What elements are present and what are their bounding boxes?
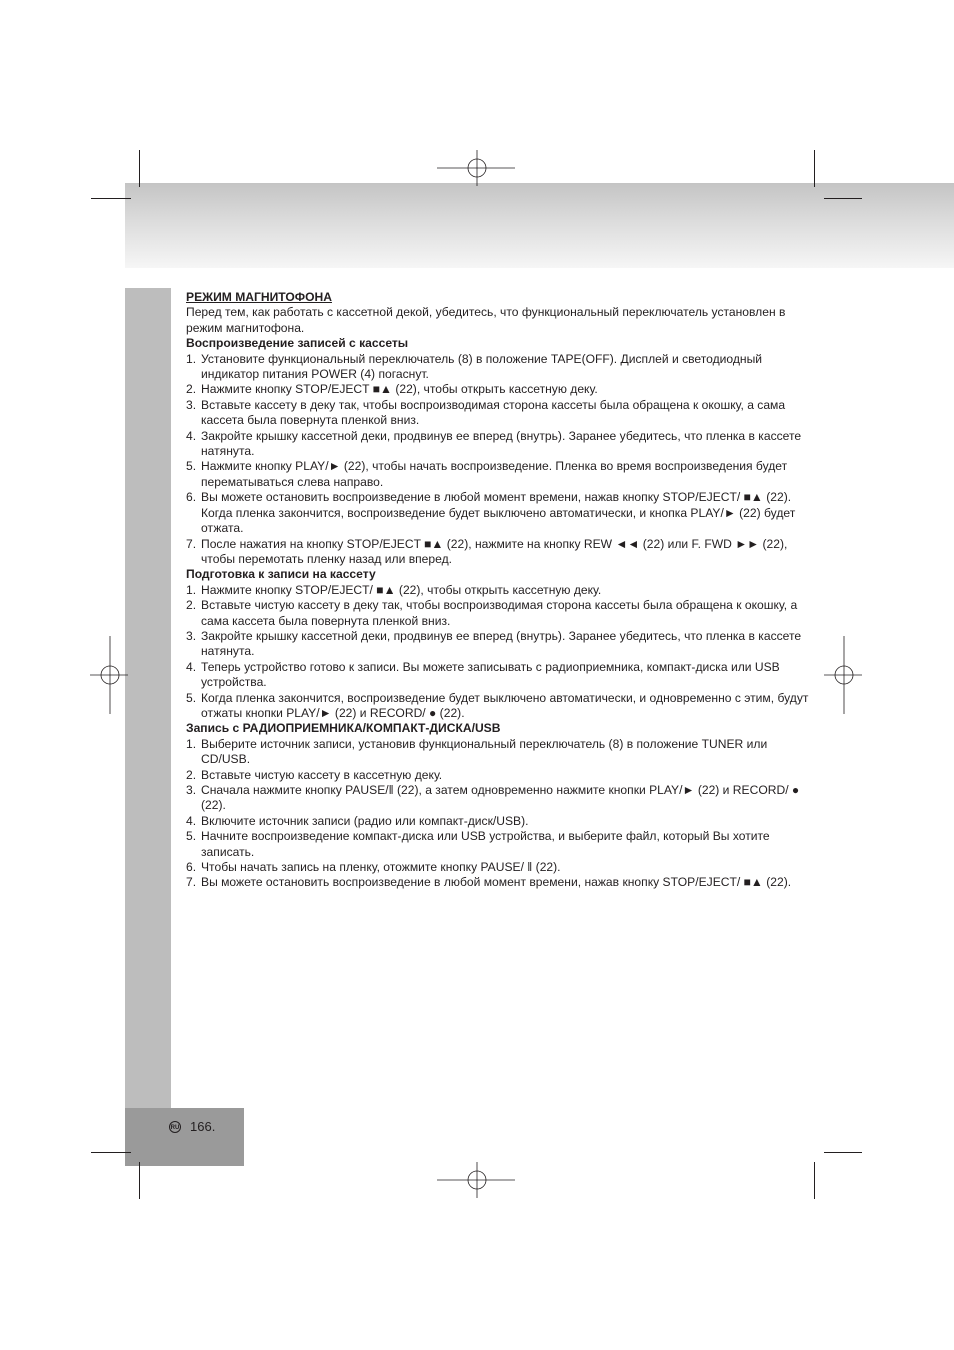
- step-item: [186, 382, 818, 397]
- step-item: [186, 814, 818, 829]
- step-item: [186, 537, 818, 568]
- step-list: [186, 737, 818, 891]
- registration-mark-icon: [90, 636, 130, 716]
- crop-mark: [91, 1152, 131, 1153]
- step-list: [186, 583, 818, 722]
- crop-mark: [824, 198, 862, 199]
- step-item: [186, 459, 818, 490]
- manual-content: [186, 290, 818, 891]
- step-number: 3.: [186, 397, 197, 412]
- step-text: Вставьте чистую кассету в кассетную деку.: [201, 767, 443, 782]
- step-item: [186, 860, 818, 875]
- step-text: Вы можете остановить воспроизведение в любой момент времени, нажав кнопку STOP/EJECT/ ■▲ (22). Когда пленка закончится, воспроизведение будет выключено автоматически, и кнопка PLAY/► (22) будет отжата.: [201, 490, 796, 536]
- step-text: Закройте крышку кассетной деки, продвинув ее вперед (внутрь). Заранее убедитесь, что пленка в кассете натянута.: [201, 628, 802, 659]
- step-number: 5.: [186, 690, 197, 705]
- crop-mark: [139, 1162, 140, 1199]
- crop-mark: [814, 150, 815, 187]
- step-text: Когда пленка закончится, воспроизведение будет выключено автоматически, и одновременно с этим, будут отжаты кнопки PLAY/► (22) и RECORD/ ● (22).: [201, 690, 809, 720]
- step-text: Закройте крышку кассетной деки, продвинув ее вперед (внутрь). Заранее убедитесь, что пленка в кассете натянута.: [201, 428, 802, 459]
- step-text: Нажмите кнопку STOP/EJECT/ ■▲ (22), чтобы открыть кассетную деку.: [201, 582, 602, 597]
- step-item: [186, 629, 818, 660]
- step-number: 7.: [186, 875, 197, 890]
- step-text: Вы можете остановить воспроизведение в любой момент времени, нажав кнопку STOP/EJECT/ ■▲ (22).: [201, 875, 792, 890]
- step-number: 2.: [186, 598, 197, 613]
- step-item: [186, 352, 818, 383]
- step-number: 2.: [186, 767, 197, 782]
- section-heading: Запись с РАДИОПРИЕМНИКА/КОМПАКТ-ДИСКА/USB: [186, 721, 501, 736]
- step-number: 5.: [186, 459, 197, 474]
- step-number: 6.: [186, 860, 197, 875]
- crop-mark: [814, 1162, 815, 1199]
- step-number: 1.: [186, 736, 197, 751]
- step-item: [186, 829, 818, 860]
- step-text: Вставьте чистую кассету в деку так, чтобы воспроизводимая сторона кассеты была обращена к окошку, а сама кассета была повернута пленкой вниз.: [201, 598, 798, 628]
- step-item: [186, 783, 818, 814]
- step-text: Включите источник записи (радио или компакт-диск/USB).: [201, 813, 529, 828]
- step-number: 3.: [186, 783, 197, 797]
- step-text: Вставьте кассету в деку так, чтобы воспроизводимая сторона кассеты была обращена к окошку, а сама кассета была повернута пленкой вниз.: [201, 397, 786, 428]
- step-text: Выберите источник записи, установив функциональный переключатель (8) в положение TUNER или CD/USB.: [201, 736, 768, 767]
- step-number: 5.: [186, 829, 197, 844]
- step-text: Установите функциональный переключатель (8) в положение TAPE(OFF). Дисплей и светодиодный индикатор питания POWER (4) погаснут.: [201, 351, 763, 382]
- step-number: 3.: [186, 628, 197, 643]
- registration-mark-icon: [437, 150, 517, 190]
- step-number: 4.: [186, 813, 197, 828]
- step-number: 1.: [186, 351, 197, 366]
- step-item: [186, 875, 818, 890]
- step-item: [186, 429, 818, 460]
- crop-mark: [91, 198, 131, 199]
- step-number: 2.: [186, 382, 197, 397]
- step-text: Начните воспроизведение компакт-диска или USB устройства, и выберите файл, который Вы хотите записать.: [201, 829, 770, 859]
- section-heading: Воспроизведение записей с кассеты: [186, 336, 409, 351]
- step-text: Нажмите кнопку PLAY/► (22), чтобы начать воспроизведение. Пленка во время воспроизведения будет перематываться слева направо.: [201, 459, 788, 489]
- registration-mark-icon: [437, 1162, 517, 1202]
- step-item: [186, 583, 818, 598]
- step-number: 6.: [186, 490, 197, 505]
- intro-text: Перед тем, как работать с кассетной декой, убедитесь, что функциональный переключатель установлен в режим магнитофона.: [186, 305, 786, 335]
- registration-mark-icon: [824, 636, 864, 716]
- header-band: [125, 183, 954, 268]
- crop-mark: [139, 150, 140, 187]
- step-text: Чтобы начать запись на пленку, отожмите кнопку PAUSE/ ǁ (22).: [201, 860, 561, 875]
- page-number-tab: [125, 1108, 244, 1166]
- step-item: [186, 398, 818, 429]
- step-list: [186, 352, 818, 568]
- step-text: Сначала нажмите кнопку PAUSE/ǁ (22), а затем одновременно нажмите кнопки PLAY/► (22) и RECORD/ ● (22).: [201, 783, 800, 813]
- step-text: Теперь устройство готово к записи. Вы можете записывать с радиоприемника, компакт-диска или USB устройства.: [201, 659, 780, 690]
- step-text: Нажмите кнопку STOP/EJECT ■▲ (22), чтобы открыть кассетную деку.: [201, 382, 598, 397]
- language-badge: RU: [169, 1121, 181, 1133]
- section-heading: Подготовка к записи на кассету: [186, 567, 376, 582]
- page-number: 166.: [190, 1119, 216, 1134]
- crop-mark: [824, 1152, 862, 1153]
- step-item: [186, 768, 818, 783]
- step-number: 4.: [186, 428, 197, 443]
- step-text: После нажатия на кнопку STOP/EJECT ■▲ (22), нажмите на кнопку REW ◄◄ (22) или F. FWD ►► (22), чтобы перемотать пленку назад или вперед.: [201, 536, 788, 566]
- step-item: [186, 598, 818, 629]
- step-item: [186, 737, 818, 768]
- step-number: 7.: [186, 536, 197, 551]
- step-item: [186, 490, 818, 536]
- step-item: [186, 691, 818, 722]
- side-bar: [125, 288, 171, 1108]
- page-title: РЕЖИМ МАГНИТОФОНА: [186, 290, 332, 304]
- step-number: 4.: [186, 659, 197, 674]
- step-item: [186, 660, 818, 691]
- step-number: 1.: [186, 582, 197, 597]
